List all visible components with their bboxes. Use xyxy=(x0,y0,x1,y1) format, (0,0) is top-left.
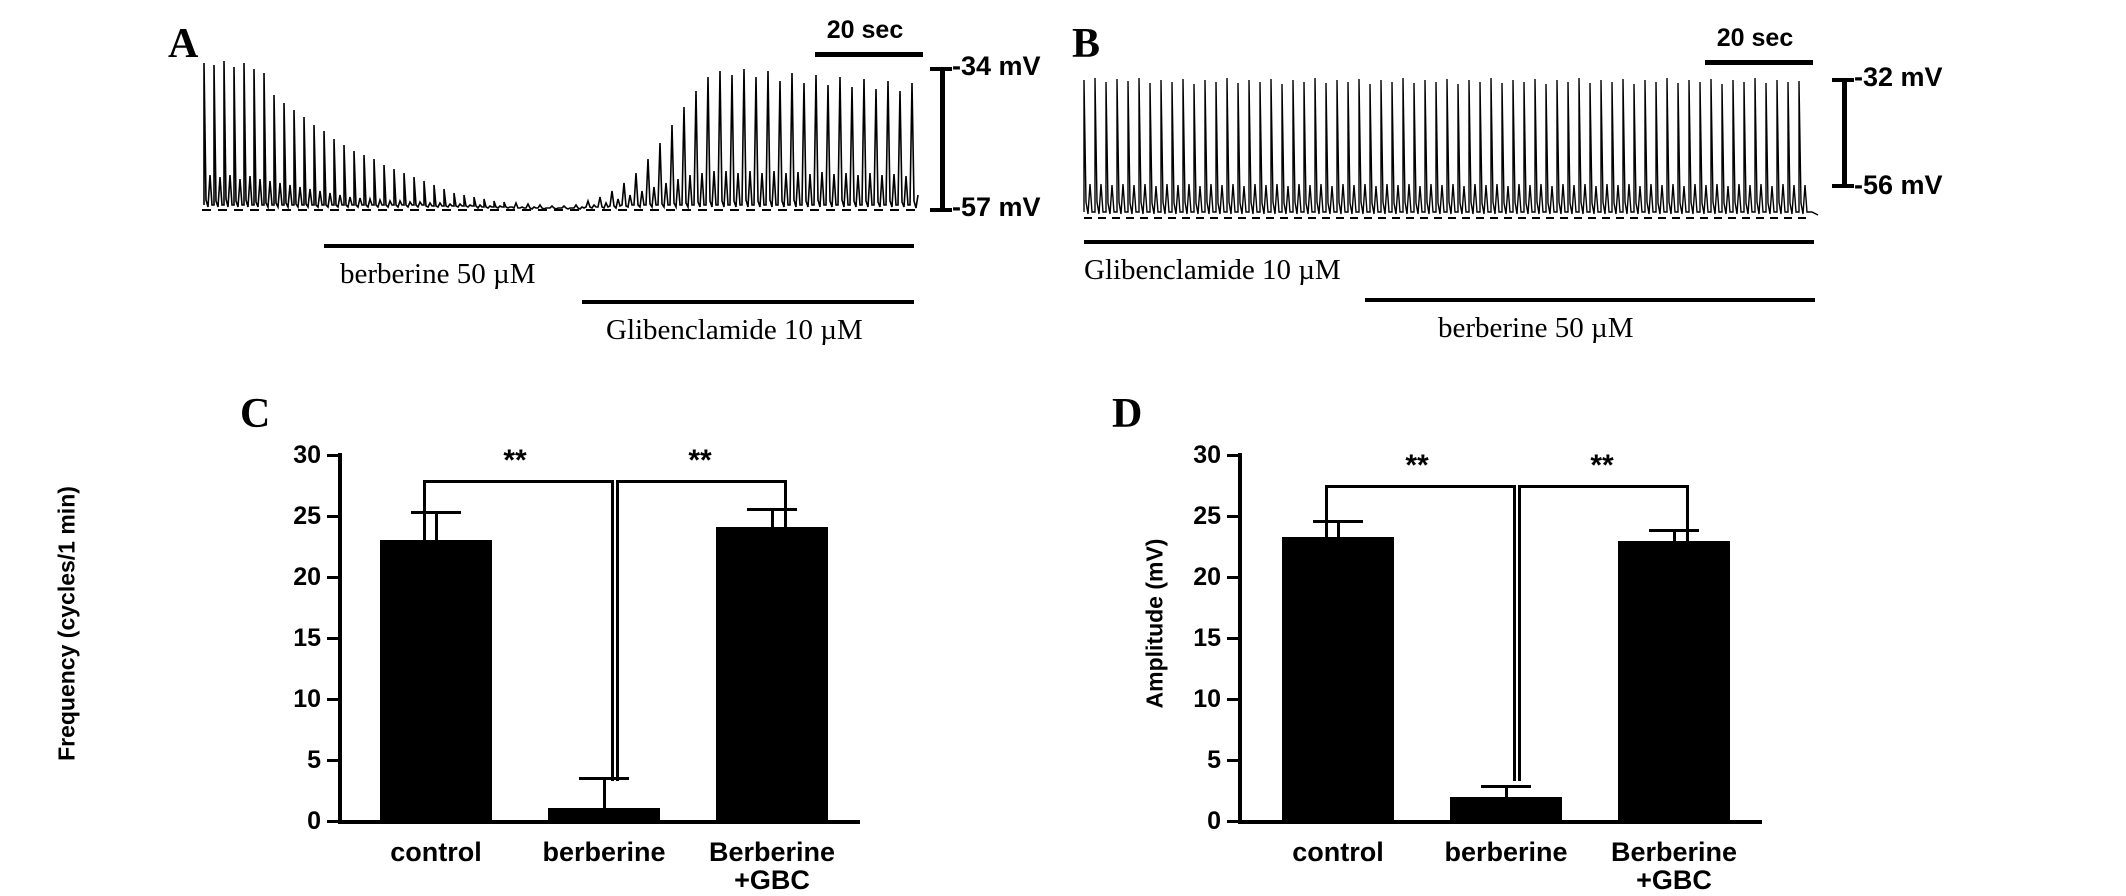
panel-c-ylabel: Frequency (cycles/1 min) xyxy=(53,486,80,761)
panel-c xyxy=(0,380,1060,896)
panel-a-trace xyxy=(200,55,920,215)
panel-a-voltage-bracket xyxy=(930,67,952,212)
panel-d-sig-label-2: ** xyxy=(1590,449,1614,482)
panel-d-catlabel-berberine-gbc-line1: Berberine xyxy=(1610,837,1738,867)
panel-a-letter: A xyxy=(168,21,199,67)
panel-d-catlabel-berberine-gbc-line2: +GBC xyxy=(1636,865,1712,896)
panel-b-bottom-mv-label: -56 mV xyxy=(1854,170,1943,200)
panel-a-bottom-mv-label: -57 mV xyxy=(952,192,1041,222)
panel-d-tick-30 xyxy=(1227,454,1238,457)
panel-d-x-axis xyxy=(1238,820,1762,824)
panel-d-tick-15 xyxy=(1227,637,1238,640)
panel-b-drug2-label: berberine 50 µM xyxy=(1438,312,1634,344)
panel-d-y-axis xyxy=(1238,453,1242,823)
panel-d-plot xyxy=(1060,380,2126,896)
panel-c-sig-bracket-1 xyxy=(423,480,614,781)
panel-c-catlabel-control xyxy=(356,838,516,866)
panel-d-tick-5 xyxy=(1227,759,1238,762)
panel-d-bar-berberine xyxy=(1450,797,1562,820)
panel-d-catlabel-control xyxy=(1258,838,1418,866)
panel-c-letter: C xyxy=(240,391,271,437)
panel-c-ticklabel-25: 25 xyxy=(293,502,321,530)
panel-d-tick-10 xyxy=(1227,698,1238,701)
panel-d-catlabel-berberine xyxy=(1426,838,1586,866)
panel-c-x-axis xyxy=(338,820,860,824)
panel-c-ticklabel-15: 15 xyxy=(293,624,321,652)
panel-a-drug2-line xyxy=(582,300,914,304)
panel-b-letter: B xyxy=(1072,21,1101,67)
panel-c-tick-10 xyxy=(327,698,338,701)
panel-c-plot xyxy=(0,380,1060,896)
panel-a-scalebar-label: 20 sec xyxy=(826,16,904,44)
panel-b xyxy=(1060,0,2126,400)
panel-b-drug1-label: Glibenclamide 10 µM xyxy=(1084,254,1341,286)
panel-d-ticklabel-10: 10 xyxy=(1193,685,1221,713)
panel-c-tick-0 xyxy=(327,820,338,823)
panel-c-ticklabel-30: 30 xyxy=(293,441,321,469)
panel-c-catlabel-control-line1: control xyxy=(390,837,482,867)
panel-d-ylabel: Amplitude (mV) xyxy=(1141,538,1168,709)
panel-d-letter: D xyxy=(1112,391,1143,437)
panel-c-tick-15 xyxy=(327,637,338,640)
panel-c-tick-30 xyxy=(327,454,338,457)
panel-b-scalebar-line xyxy=(1705,60,1813,65)
panel-d-sig-bracket-2 xyxy=(1518,485,1689,781)
panel-c-catlabel-berberine-gbc-line1: Berberine xyxy=(708,837,836,867)
panel-a-top-mv-label: -34 mV xyxy=(952,51,1041,81)
panel-c-sig-label-2: ** xyxy=(688,444,712,477)
panel-c-tick-5 xyxy=(327,759,338,762)
panel-a-drug1-line xyxy=(324,244,914,248)
panel-d-ticklabel-30: 30 xyxy=(1193,441,1221,469)
panel-c-catlabel-berberine-line1: berberine xyxy=(542,837,666,867)
panel-d-ticklabel-25: 25 xyxy=(1193,502,1221,530)
panel-b-drug1-line xyxy=(1084,240,1814,244)
panel-c-ticklabel-5: 5 xyxy=(307,746,321,774)
panel-b-trace xyxy=(1082,72,1822,222)
panel-d-catlabel-berberine-gbc xyxy=(1594,838,1754,895)
panel-c-y-axis xyxy=(338,453,342,823)
panel-d-ticklabel-5: 5 xyxy=(1207,746,1221,774)
panel-c-catlabel-berberine-gbc-line2: +GBC xyxy=(734,865,810,896)
panel-c-err-berberine xyxy=(603,778,606,810)
panel-d-ticklabel-15: 15 xyxy=(1193,624,1221,652)
panel-d-catlabel-control-line1: control xyxy=(1292,837,1384,867)
panel-c-tick-20 xyxy=(327,576,338,579)
panel-c-ticklabel-20: 20 xyxy=(293,563,321,591)
panel-c-ticklabel-10: 10 xyxy=(293,685,321,713)
panel-a-drug2-label: Glibenclamide 10 µM xyxy=(606,314,863,346)
panel-c-ticklabel-0: 0 xyxy=(307,807,321,835)
panel-d-catlabel-berberine-line1: berberine xyxy=(1444,837,1568,867)
panel-d-tick-20 xyxy=(1227,576,1238,579)
panel-c-catlabel-berberine-gbc xyxy=(692,838,852,895)
panel-b-scalebar-label: 20 sec xyxy=(1716,24,1794,52)
panel-c-sig-bracket-2 xyxy=(616,480,787,781)
panel-a-drug1-label: berberine 50 µM xyxy=(340,258,536,290)
panel-d xyxy=(1060,380,2126,896)
panel-c-tick-25 xyxy=(327,515,338,518)
panel-d-sig-bracket-1 xyxy=(1325,485,1516,781)
panel-a xyxy=(0,0,1060,400)
panel-c-catlabel-berberine xyxy=(524,838,684,866)
panel-d-tick-25 xyxy=(1227,515,1238,518)
panel-b-top-mv-label: -32 mV xyxy=(1854,62,1943,92)
panel-d-tick-0 xyxy=(1227,820,1238,823)
panel-d-ticklabel-20: 20 xyxy=(1193,563,1221,591)
panel-c-sig-label-1: ** xyxy=(503,444,527,477)
panel-b-drug2-line xyxy=(1365,298,1815,302)
panel-d-sig-label-1: ** xyxy=(1405,449,1429,482)
panel-d-ticklabel-0: 0 xyxy=(1207,807,1221,835)
panel-b-voltage-bracket xyxy=(1832,78,1854,188)
panel-d-err-berberine-cap xyxy=(1481,785,1531,788)
